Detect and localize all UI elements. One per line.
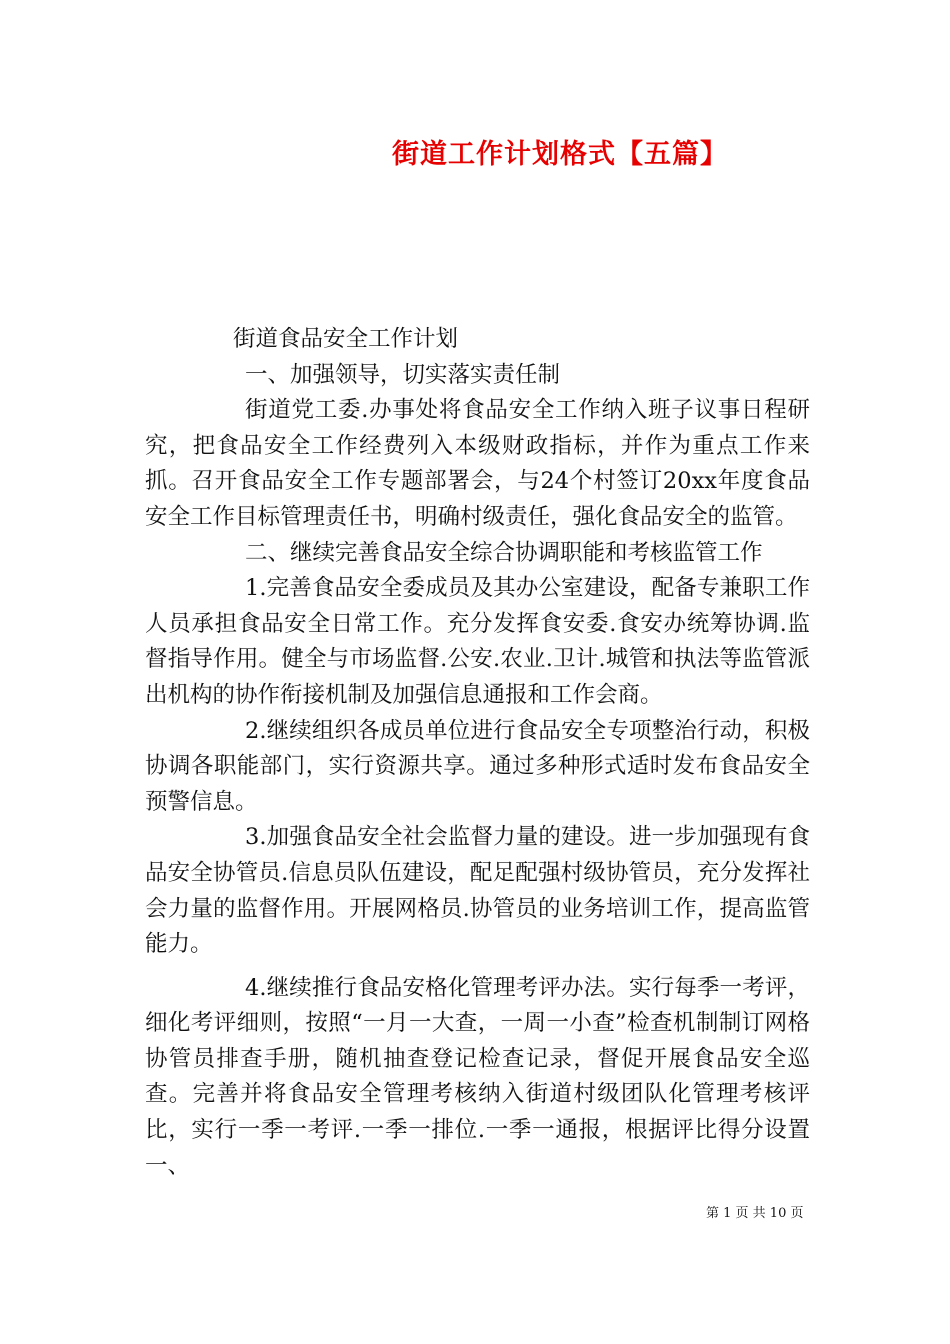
item-3: 3.加强食品安全社会监督力量的建设。进一步加强现有食品安全协管员.信息员队伍建设，配足配强村级协管员，充分发挥社会力量的监督作用。开展网格员.协管员的业务培训工作，提高监管能力。 (145, 824, 810, 958)
paragraph-1: 街道党工委.办事处将食品安全工作纳入班子议事日程研究，把食品安全工作经费列入本级财政指标，并作为重点工作来抓。召开食品安全工作专题部署会，与24个村签订20xx年度食品安全工作目标管理责任书，明确村级责任，强化食品安全的监管。 (145, 397, 810, 530)
heading-1: 一、加强领导，切实落实责任制 (245, 361, 561, 388)
item-1: 1.完善食品安全委成员及其办公室建设，配备专兼职工作人员承担食品安全日常工作。充分发挥食安委.食安办统筹协调.监督指导作用。健全与市场监督.公安.农业.卫计.城管和执法等监管派出机构的协作衔接机制及加强信息通报和工作会商。 (145, 575, 810, 708)
section-title: 街道食品安全工作计划 (233, 326, 459, 352)
document-title: 街道工作计划格式【五篇】 (392, 139, 728, 170)
page-number: 第 1 页 共 10 页 (706, 1206, 804, 1221)
heading-2: 二、继续完善食品安全综合协调职能和考核监管工作 (245, 539, 763, 566)
document-body (145, 322, 810, 1184)
item-2: 2.继续组织各成员单位进行食品安全专项整治行动，积极协调各职能部门，实行资源共享。通过多种形式适时发布食品安全预警信息。 (145, 717, 810, 815)
item-4: 4.继续推行食品安格化管理考评办法。实行每季一考评，细化考评细则，按照“一月一大查，一周一小查”检查机制制订网格协管员排查手册，随机抽查登记检查记录，督促开展食品安全巡查。完善并将食品安全管理考核纳入街道村级团队化管理考核评比，实行一季一考评.一季一排位.一季一通报，根据评比得分设置一、 (145, 974, 810, 1179)
